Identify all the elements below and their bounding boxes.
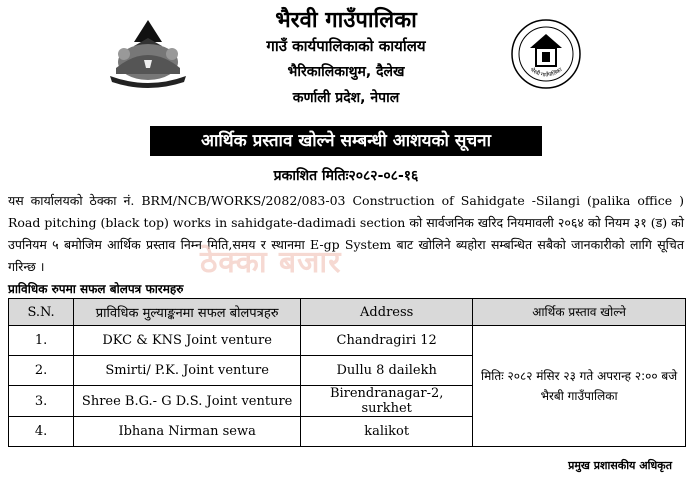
- header-sn: S.N.: [9, 299, 74, 326]
- watermark-text: ठेक्का बजार: [200, 245, 342, 280]
- published-date: प्रकाशित मितिः२०८२-०८-१६: [273, 168, 419, 184]
- row-sn: 2.: [9, 356, 74, 386]
- row-bidder: Ibhana Nirman sewa: [74, 417, 301, 447]
- address-line-2: कर्णाली प्रदेश, नेपाल: [292, 90, 400, 106]
- signature-title: प्रमुख प्रशासकीय अधिकृत: [568, 459, 672, 472]
- opening-schedule: मितिः २०८२ मंसिर २३ गते अपरान्ह २:०० बजे भैरबी गाउँपालिका: [473, 326, 686, 447]
- row-sn: 4.: [9, 417, 74, 447]
- office-name: गाउँ कार्यपालिकाको कार्यालय: [266, 37, 426, 55]
- section-label: प्राविधिक रुपमा सफल बोलपत्र फारमहरु: [8, 282, 184, 296]
- municipality-logo-icon: [510, 18, 582, 90]
- row-bidder: DKC & KNS Joint venture: [74, 326, 301, 356]
- header-opening: आर्थिक प्रस्ताव खोल्ने: [473, 299, 686, 326]
- bidders-table: [8, 298, 686, 447]
- header-address: Address: [301, 299, 473, 326]
- row-address: kalikot: [301, 417, 473, 447]
- row-address: Chandragiri 12: [301, 326, 473, 356]
- municipality-logo-ring-text: भैरवी गाउँपालिका: [528, 67, 564, 79]
- row-bidder: Smirti/ P.K. Joint venture: [74, 356, 301, 386]
- letterhead: [0, 0, 692, 120]
- notice-body: यस कार्यालयको ठेक्का नं. BRM/NCB/WORKS/2082/083-03 Construction of Sahidgate -Silangi (palika office ) Road pitching (black top) works in sahidgate-dadimadi section को सार्वजनिक खरिद नियमावली २०६४ को नियम ३१ (ड) को उपनियम ५ बमोजिम आर्थिक प्रस्ताव निम्न मिति,समय र स्थानमा E-gp System बाट खोलिने ब्यहोरा सम्बन्धित सबैको जानकारीको लागि सूचित गरिन्छ ।: [8, 193, 684, 274]
- row-sn: 3.: [9, 386, 74, 417]
- svg-text:भैरवी गाउँपालिका: [529, 66, 564, 78]
- table-header-row: [9, 299, 686, 326]
- header-bidder: प्राविधिक मुल्याङ्कनमा सफल बोलपत्रहरु: [74, 299, 301, 326]
- address-line-1: भैरिकालिकाथुम, दैलेख: [287, 64, 405, 80]
- row-bidder: Shree B.G.- G D.S. Joint venture: [74, 386, 301, 417]
- row-address: Dullu 8 dailekh: [301, 356, 473, 386]
- organization-name: भैरवी गाउँपालिका: [275, 8, 417, 33]
- row-address: Birendranagar-2, surkhet: [301, 386, 473, 417]
- row-sn: 1.: [9, 326, 74, 356]
- table-row: [9, 326, 686, 356]
- notice-title: आर्थिक प्रस्ताव खोल्ने सम्बन्धी आशयको सूचना: [150, 126, 542, 156]
